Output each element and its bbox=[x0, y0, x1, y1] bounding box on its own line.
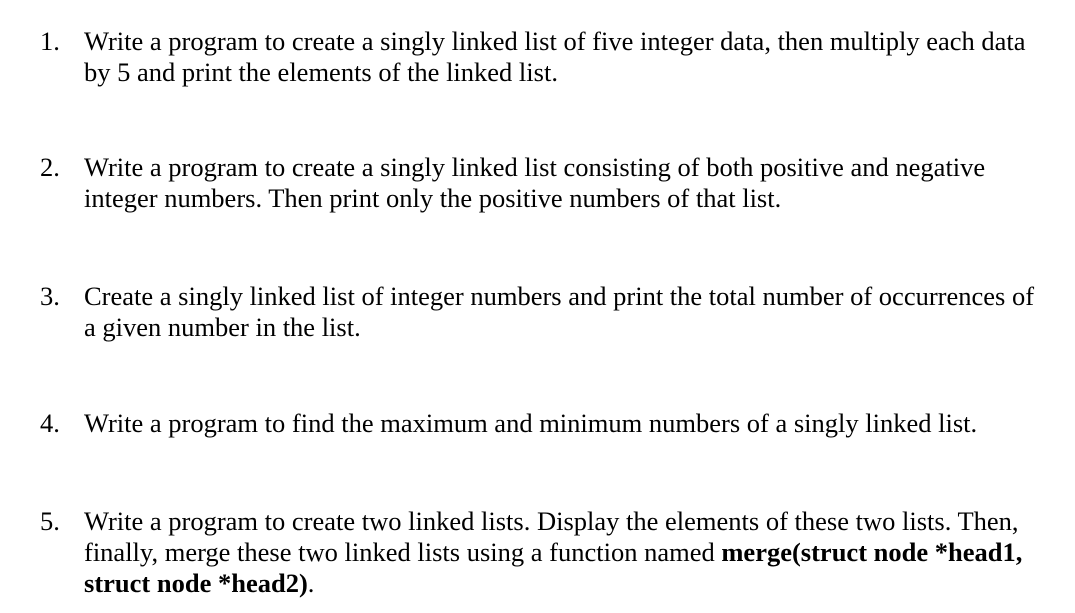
question-5-line-1: Write a program to create two linked lists. Display the elements of these two lists. Then, bbox=[84, 506, 1019, 536]
question-3-number: 3. bbox=[40, 281, 60, 311]
question-2-line-1: Write a program to create a singly linked list consisting of both positive and negative bbox=[84, 152, 986, 182]
question-4-line-1: Write a program to find the maximum and minimum numbers of a singly linked list. bbox=[84, 408, 978, 438]
question-2-number: 2. bbox=[40, 152, 60, 182]
question-5-line-3-period: . bbox=[307, 568, 315, 598]
question-5-text bbox=[84, 506, 1074, 599]
question-2-text bbox=[84, 152, 1074, 214]
question-4-number: 4. bbox=[40, 408, 60, 438]
question-5-line-3 bbox=[84, 568, 1074, 599]
question-3-text bbox=[84, 281, 1074, 343]
question-3-line-1: Create a singly linked list of integer numbers and print the total number of occurrences of bbox=[84, 281, 1035, 311]
merge-function-signature-start: merge(struct node *head1, bbox=[721, 537, 1023, 567]
question-1-number: 1. bbox=[40, 26, 60, 56]
question-1-line-2: by 5 and print the elements of the linked list. bbox=[84, 57, 558, 87]
question-3-line-2: a given number in the list. bbox=[84, 312, 361, 342]
question-5-line-2-text: finally, merge these two linked lists using a function named bbox=[84, 537, 722, 567]
question-1-line-1: Write a program to create a singly linked list of five integer data, then multiply each data bbox=[84, 26, 1026, 56]
question-1-text bbox=[84, 26, 1074, 88]
question-2-line-2: integer numbers. Then print only the positive numbers of that list. bbox=[84, 183, 782, 213]
merge-function-signature-end: struct node *head2) bbox=[84, 568, 308, 598]
question-5-line-2 bbox=[84, 537, 1074, 568]
question-4-text bbox=[84, 408, 1074, 439]
question-5-number: 5. bbox=[40, 506, 60, 536]
